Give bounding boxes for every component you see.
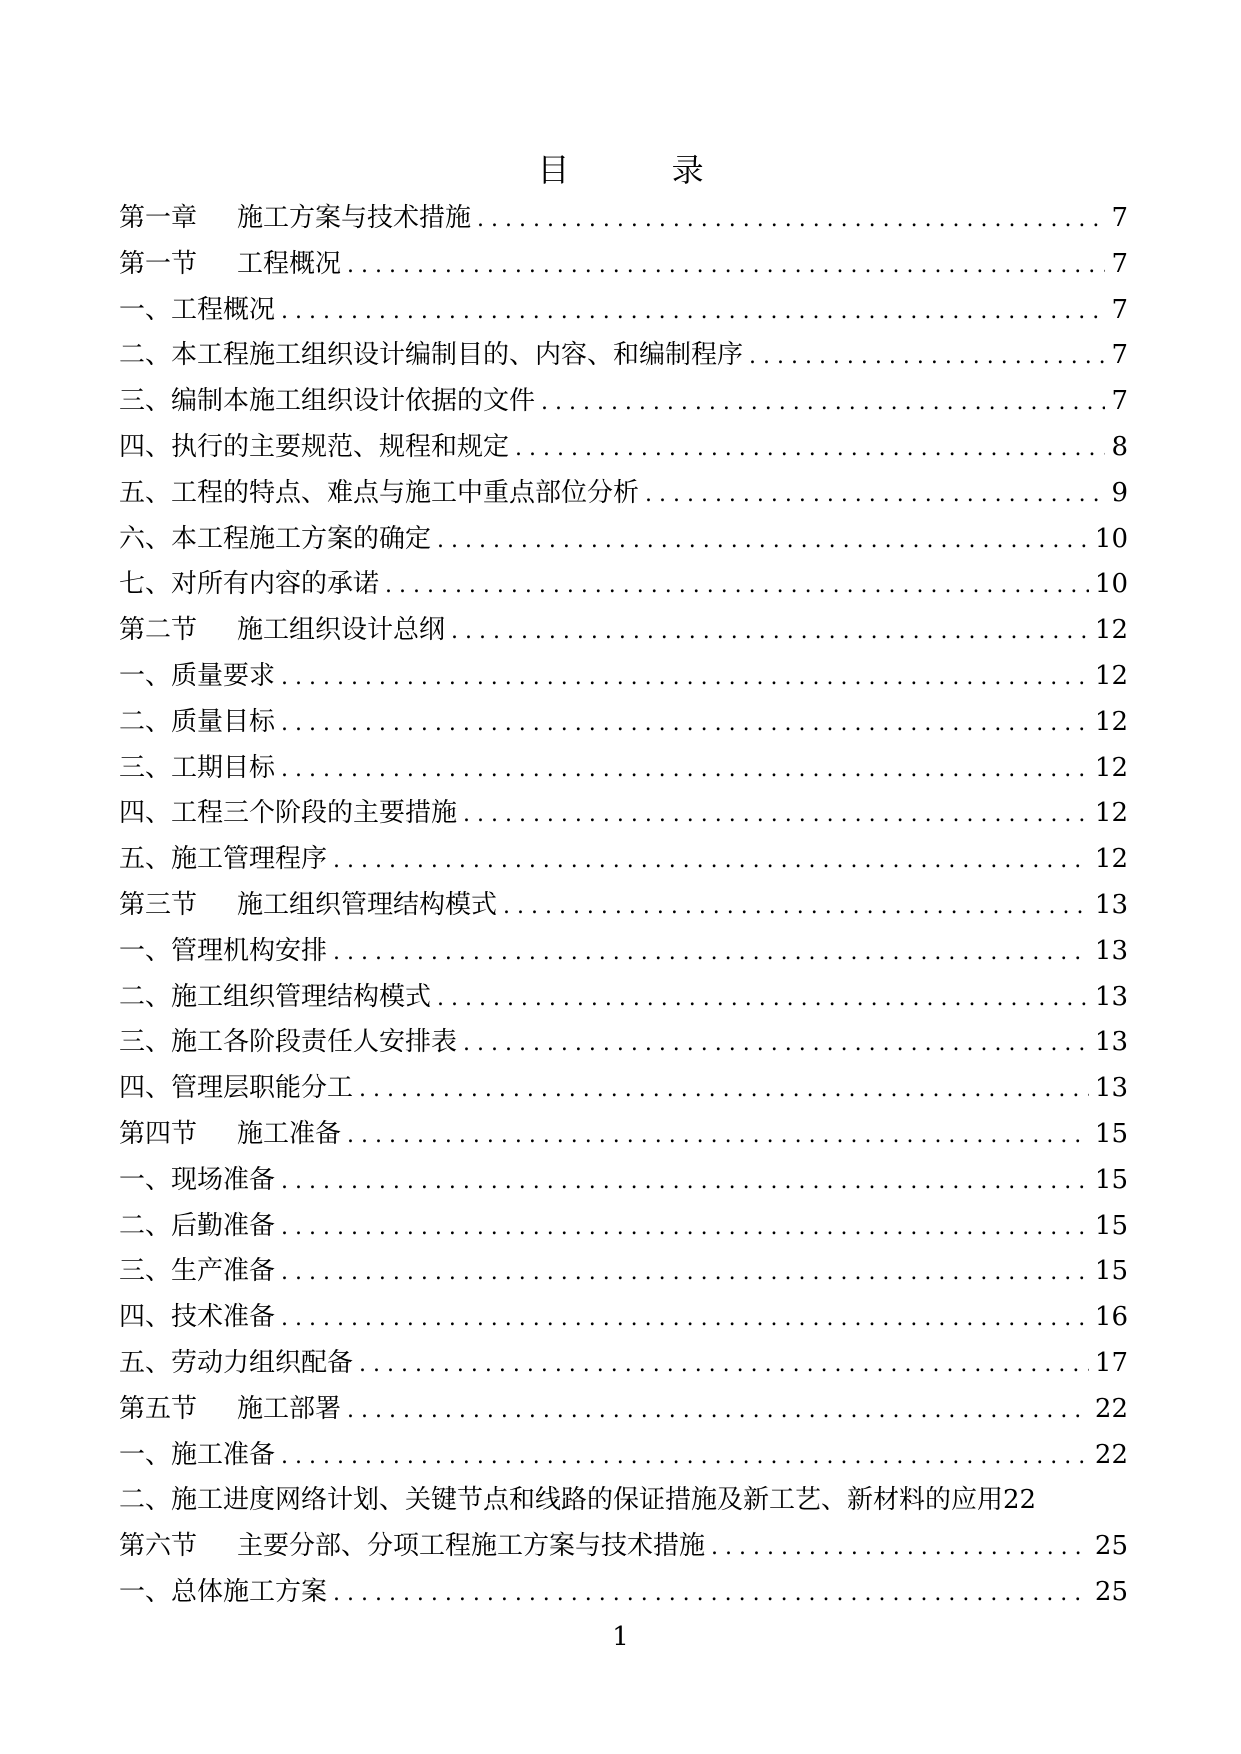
toc-dot-leader [347,243,1105,289]
toc-entry-label [119,791,457,837]
toc-dot-leader [749,334,1105,380]
toc-entry-page-number: 8 [1111,431,1128,462]
toc-dot-leader [281,1296,1089,1342]
toc-entry-page-number: 12 [1094,615,1128,646]
toc-dot-leader [347,1113,1089,1159]
toc-dot-leader [281,1250,1089,1296]
toc-entry-label [119,1158,275,1204]
toc-entry-page-number: 7 [1111,294,1128,325]
toc-dot-leader [333,930,1089,976]
toc-entry[interactable] [119,929,1128,975]
toc-entry-page-number: 12 [1094,706,1128,737]
toc-entry[interactable] [119,700,1128,746]
toc-entry[interactable] [119,1158,1128,1204]
toc-entry-page-number: 25 [1094,1531,1128,1562]
toc-entry-label [119,1295,275,1341]
toc-entry-heading-number: 第二节 [119,615,198,646]
toc-dot-leader [437,518,1089,564]
toc-entry-label [119,562,379,608]
toc-entry-text: 一、总体施工方案 [119,1576,328,1607]
toc-entry-label [119,1249,275,1295]
toc-entry-page-number: 13 [1094,935,1128,966]
toc-entry-page-number: 7 [1111,386,1128,417]
toc-dot-leader [359,1067,1089,1113]
toc-entry-page-number: 22 [1003,1485,1037,1516]
toc-entry-page-number: 13 [1094,1073,1128,1104]
toc-entry-page-number: 12 [1094,660,1128,691]
toc-entry[interactable] [119,1570,1128,1616]
toc-entry-label [119,929,327,975]
toc-entry-text: 四、管理层职能分工 [119,1073,354,1104]
toc-entry-heading-number: 第一节 [119,248,198,279]
toc-entry-text: 一、质量要求 [119,660,276,691]
toc-entry-page-number: 15 [1094,1210,1128,1241]
toc-dot-leader [281,701,1089,747]
toc-entry-label [119,288,275,334]
toc-entry[interactable] [119,1112,1128,1158]
toc-entry[interactable] [119,883,1128,929]
toc-entry-text: 六、本工程施工方案的确定 [119,523,432,554]
toc-entry-page-number: 7 [1111,248,1128,279]
toc-entry-text: 施工组织设计总纲 [237,615,446,646]
toc-entry-page-number: 15 [1094,1164,1128,1195]
toc-entry[interactable] [119,1204,1128,1250]
toc-entry-page-number: 22 [1094,1439,1128,1470]
toc-entry-label [119,517,431,563]
toc-entry-label [119,379,535,425]
toc-entry-heading-number: 第四节 [119,1118,198,1149]
toc-entry-label [119,654,275,700]
toc-entry[interactable] [119,1341,1128,1387]
toc-entry-label [119,1204,275,1250]
toc-entry-page-number: 13 [1094,1027,1128,1058]
toc-entry-page-number: 15 [1094,1118,1128,1149]
toc-entry-text: 一、施工准备 [119,1439,276,1470]
toc-entry-label [119,1524,705,1570]
toc-entry-label [119,1112,341,1158]
toc-entry-text: 施工方案与技术措施 [237,203,472,233]
toc-entry-heading-number: 第一章 [119,203,198,233]
toc-entry-text: 五、工程的特点、难点与施工中重点部位分析 [119,477,640,508]
toc-dot-leader [281,1159,1089,1205]
toc-dot-leader [347,1388,1089,1434]
toc-entry-label [119,700,275,746]
toc-dot-leader [281,655,1089,701]
toc-dot-leader [385,563,1089,609]
toc-entry-text: 施工组织管理结构模式 [237,889,498,920]
toc-entry-text: 一、现场准备 [119,1164,276,1195]
toc-entry[interactable] [119,333,1128,379]
toc-entry-label [119,1066,353,1112]
toc-entry-page-number: 7 [1111,340,1128,371]
toc-entry-text: 二、后勤准备 [119,1210,276,1241]
toc-entry-label [119,837,327,883]
toc-entry-text: 四、执行的主要规范、规程和规定 [119,431,510,462]
toc-entry-page-number: 12 [1094,844,1128,875]
toc-entry-label [119,1387,341,1433]
toc-entry-page-number: 15 [1094,1256,1128,1287]
toc-entry-label [119,425,509,471]
toc-entry-text: 三、工期目标 [119,752,276,783]
toc-dot-leader [503,884,1089,930]
toc-entry[interactable] [119,975,1128,1021]
toc-dot-leader [477,197,1105,243]
toc-entry[interactable] [119,1020,1128,1066]
toc-entry-label [119,471,639,517]
toc-entry-text: 施工部署 [237,1393,342,1424]
toc-entry-page-number: 13 [1094,981,1128,1012]
toc-entry[interactable] [119,608,1128,654]
toc-entry-text: 四、工程三个阶段的主要措施 [119,798,458,829]
toc-entry[interactable] [119,562,1128,608]
toc-entry-label [119,1570,327,1616]
toc-dot-leader [463,792,1089,838]
toc-entry-label [119,1433,275,1479]
toc-entry[interactable] [119,746,1128,792]
toc-entry[interactable] [119,1249,1128,1295]
toc-entry-page-number: 16 [1094,1302,1128,1333]
toc-entry-label [119,975,431,1021]
toc-dot-leader [463,1021,1089,1067]
toc-dot-leader [281,1434,1089,1480]
toc-entry[interactable] [119,425,1128,471]
toc-dot-leader [645,472,1105,518]
toc-entry-text: 施工准备 [237,1118,342,1149]
toc-entry[interactable] [119,1387,1128,1433]
toc-entry-label [119,608,445,654]
toc-entry[interactable] [119,791,1128,837]
toc-dot-leader [711,1525,1089,1571]
toc-entry-label [119,333,743,379]
toc-entry-text: 七、对所有内容的承诺 [119,569,380,600]
toc-dot-leader [541,380,1105,426]
toc-entry[interactable] [119,1478,1128,1524]
toc-entry-label [119,1341,353,1387]
toc-entry-page-number: 13 [1094,889,1128,920]
toc-dot-leader [333,838,1089,884]
toc-entry-page-number: 12 [1094,798,1128,829]
toc-entry-page-number: 7 [1111,203,1128,233]
toc-dot-leader [437,976,1089,1022]
toc-entry-label [119,1478,1003,1524]
toc-entry[interactable] [119,471,1128,517]
toc-dot-leader [281,289,1105,335]
toc-entry-page-number: 25 [1094,1576,1128,1607]
toc-entry-text: 工程概况 [237,248,342,279]
toc-entry-heading-number: 第三节 [119,889,198,920]
toc-dot-leader [451,609,1089,655]
toc-entry-heading-number: 第六节 [119,1531,198,1562]
toc-dot-leader [281,747,1089,793]
toc-entry[interactable] [119,517,1128,563]
toc-entry-page-number: 17 [1094,1347,1128,1378]
toc-entry[interactable] [119,196,1128,242]
toc-entry[interactable] [119,288,1128,334]
toc-entry-text: 二、施工进度网络计划、关键节点和线路的保证措施及新工艺、新材料的应用 [119,1485,1004,1516]
toc-dot-leader [333,1571,1089,1617]
toc-entry-text: 主要分部、分项工程施工方案与技术措施 [237,1531,706,1562]
toc-entry[interactable] [119,1433,1128,1479]
toc-list [119,196,1128,1616]
toc-entry[interactable] [119,1524,1128,1570]
toc-entry-text: 五、劳动力组织配备 [119,1347,354,1378]
toc-entry[interactable] [119,379,1128,425]
toc-entry-text: 二、质量目标 [119,706,276,737]
toc-entry-text: 一、管理机构安排 [119,935,328,966]
toc-entry-label [119,883,497,929]
toc-entry-text: 二、施工组织管理结构模式 [119,981,432,1012]
toc-entry-text: 五、施工管理程序 [119,844,328,875]
toc-entry-text: 三、生产准备 [119,1256,276,1287]
toc-entry-page-number: 9 [1111,477,1128,508]
toc-entry-heading-number: 第五节 [119,1393,198,1424]
toc-entry-page-number: 22 [1094,1393,1128,1424]
toc-entry[interactable] [119,1295,1128,1341]
toc-entry[interactable] [119,654,1128,700]
toc-entry-text: 二、本工程施工组织设计编制目的、内容、和编制程序 [119,340,744,371]
toc-entry-label [119,746,275,792]
toc-entry[interactable] [119,242,1128,288]
toc-entry-page-number: 12 [1094,752,1128,783]
toc-entry-label [119,242,341,288]
toc-dot-leader [281,1205,1089,1251]
toc-entry-label [119,196,471,242]
toc-title: 目 录 [537,151,750,189]
toc-dot-leader [515,426,1105,472]
toc-entry-text: 一、工程概况 [119,294,276,325]
toc-entry-text: 四、技术准备 [119,1302,276,1333]
toc-entry-page-number: 10 [1094,523,1128,554]
toc-entry-page-number: 10 [1094,569,1128,600]
toc-dot-leader [359,1342,1089,1388]
page-number: 1 [612,1622,629,1652]
toc-entry-text: 三、编制本施工组织设计依据的文件 [119,386,536,417]
toc-entry-text: 三、施工各阶段责任人安排表 [119,1027,458,1058]
toc-entry-label [119,1020,457,1066]
toc-entry[interactable] [119,1066,1128,1112]
toc-entry[interactable] [119,837,1128,883]
